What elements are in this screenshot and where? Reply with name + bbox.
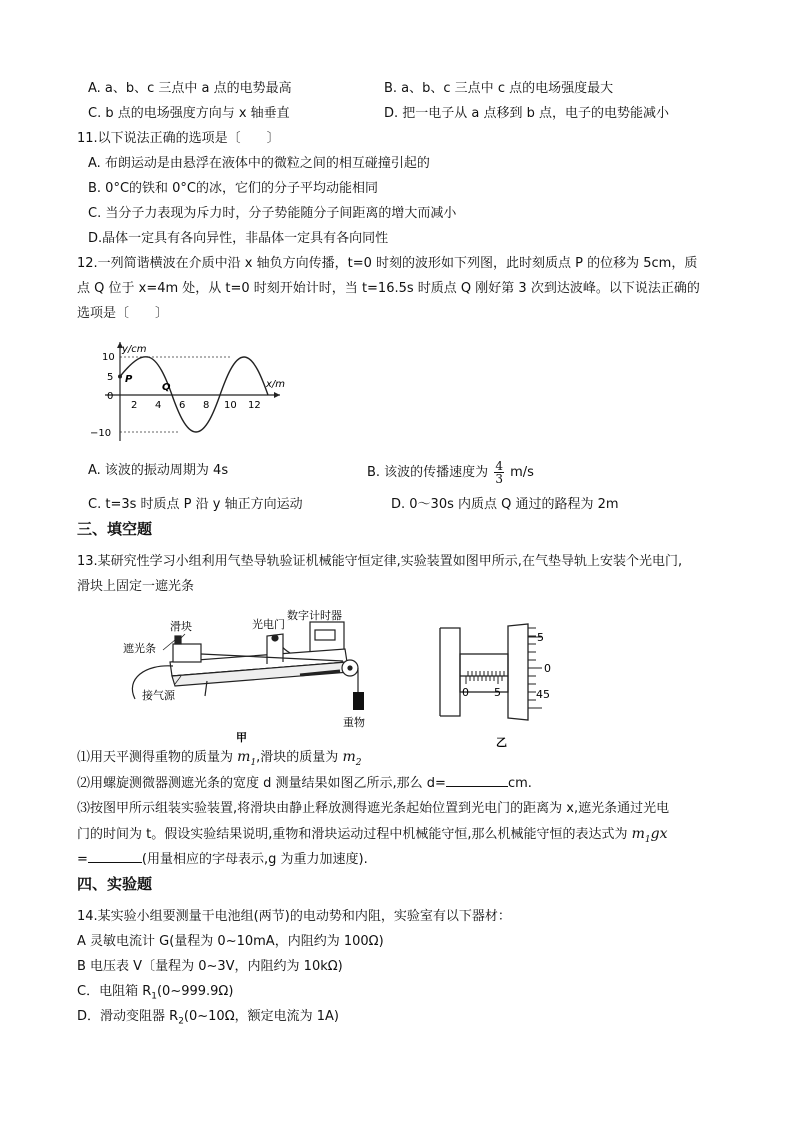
m1-subscript: 1 — [250, 757, 257, 768]
x-tick-2: 2 — [131, 400, 138, 411]
label-weight: 重物 — [343, 716, 365, 729]
q13-part2-unit: cm. — [507, 776, 532, 791]
q13-part3-line1: ⑶按图甲所示组装实验装置,将滑块由静止释放测得遮光条起始位置到光电门的距离为 x,遮光条通过光电 — [77, 801, 670, 816]
q13-part2 — [77, 774, 532, 793]
point-p-label: P — [125, 374, 133, 385]
x-tick-4: 4 — [155, 400, 162, 411]
q13-part2-text: ⑵用螺旋测微器测遮光条的宽度 d 测量结果如图乙所示,那么 d= — [77, 776, 446, 791]
q11-option-c: C. 当分子力表现为斥力时，分子势能随分子间距离的增大而减小 — [88, 206, 457, 221]
q14-item-c-text: C．电阻箱 R — [77, 984, 152, 999]
q13-part3-line2-text: 门的时间为 t。假设实验结果说明,重物和滑块运动过程中机械能守恒,那么机械能守恒的表达式为 — [77, 827, 628, 842]
q11-stem: 11.以下说法正确的选项是〔 〕 — [77, 131, 280, 146]
q13-part1 — [77, 748, 361, 772]
micrometer-figure — [432, 620, 572, 750]
section-heading-experiment: 四、实验题 — [77, 875, 153, 893]
q12-option-b-text: B. 该波的传播速度为 — [367, 465, 489, 480]
expr-subscript: 1 — [644, 834, 651, 845]
fraction-numerator: 4 — [495, 459, 503, 473]
expr-m: m — [631, 826, 645, 842]
label-photogate: 光电门 — [252, 618, 285, 631]
label-air-source: 接气源 — [142, 689, 175, 702]
q12-option-b-unit: m/s — [510, 465, 534, 480]
q12-stem-line1: 12.一列简谐横波在介质中沿 x 轴负方向传播，t=0 时刻的波形如下列图，此时刻质点 P 的位移为 5cm，质 — [77, 256, 698, 271]
main-scale-0: 0 — [462, 686, 469, 699]
y-tick-neg10: −10 — [90, 428, 112, 439]
q12-option-d: D. 0～30s 内质点 Q 通过的路程为 2m — [391, 497, 619, 512]
label-shading-strip: 遮光条 — [123, 642, 156, 655]
thimble-tick-0: 0 — [544, 662, 551, 675]
q14-stem: 14.某实验小组要测量干电池组(两节)的电动势和内阻，实验室有以下器材： — [77, 909, 511, 924]
q10-option-a: A. a、b、c 三点中 a 点的电势最高 — [88, 81, 292, 96]
q14-item-d-sub: 2 — [178, 1016, 184, 1027]
wave-graph — [90, 338, 300, 443]
q12-option-b — [367, 459, 534, 486]
q13-part1-mid: ,滑块的质量为 — [256, 750, 339, 765]
math-m1 — [237, 749, 257, 768]
x-tick-8: 8 — [203, 400, 210, 411]
q12-stem-line3: 选项是〔 〕 — [77, 306, 169, 321]
q14-item-c-sub: 1 — [151, 991, 157, 1002]
m1-symbol: m — [237, 749, 251, 765]
main-scale-5: 5 — [494, 686, 501, 699]
m2-symbol: m — [342, 749, 356, 765]
label-digital-timer: 数字计时器 — [287, 609, 342, 622]
m2-subscript: 2 — [355, 757, 362, 768]
y-tick-0: 0 — [107, 391, 114, 402]
thimble-tick-5: 5 — [537, 631, 544, 644]
q11-option-d: D.晶体一定具有各向异性，非晶体一定具有各向同性 — [88, 231, 389, 246]
hanging-weight — [353, 692, 364, 710]
q13-part3-line3-text: (用量相应的字母表示,g 为重力加速度). — [141, 852, 368, 867]
q12-stem-line2: 点 Q 位于 x=4m 处，从 t=0 时刻开始计时，当 t=16.5s 时质点 Q 刚好第 3 次到达波峰。以下说法正确的 — [77, 281, 700, 296]
figure-caption-yi: 乙 — [496, 736, 507, 749]
q12-option-c: C. t=3s 时质点 P 沿 y 轴正方向运动 — [88, 497, 303, 512]
q10-option-b: B. a、b、c 三点中 c 点的电场强度最大 — [384, 81, 614, 96]
y-tick-5: 5 — [107, 372, 114, 383]
expr-gx: gx — [650, 826, 668, 842]
q10-option-d: D. 把一电子从 a 点移到 b 点，电子的电势能减小 — [384, 106, 670, 121]
air-track-figure — [115, 604, 385, 744]
section-heading-fill-in: 三、填空题 — [77, 520, 153, 538]
q13-part1-text: ⑴用天平测得重物的质量为 — [77, 750, 234, 765]
q14-item-d — [77, 1008, 339, 1031]
q14-item-d-text: D．滑动变阻器 R — [77, 1009, 179, 1024]
q11-option-b: B. 0°C的铁和 0°C的冰，它们的分子平均动能相同 — [88, 181, 379, 196]
q14-item-c-range: (0~999.9Ω) — [156, 984, 234, 999]
q10-option-c: C. b 点的电场强度方向与 x 轴垂直 — [88, 106, 290, 121]
q13-part3-line2 — [77, 825, 668, 849]
thimble-tick-45: 45 — [536, 688, 550, 701]
point-q-label: Q — [162, 382, 171, 393]
x-axis-label: x/m — [266, 379, 286, 390]
x-tick-6: 6 — [179, 400, 186, 411]
wave-curve — [120, 357, 268, 432]
q13-part3-eq: = — [77, 852, 88, 867]
fraction-4-3 — [494, 460, 504, 485]
label-slider: 滑块 — [170, 620, 192, 633]
q14-item-d-range: (0~10Ω，额定电流为 1A) — [183, 1009, 340, 1024]
math-m2 — [342, 749, 362, 768]
q11-option-a: A. 布朗运动是由悬浮在液体中的微粒之间的相互碰撞引起的 — [88, 156, 430, 171]
q12-option-a: A. 该波的振动周期为 4s — [88, 463, 229, 478]
y-tick-10: 10 — [102, 352, 115, 363]
answer-blank-expression[interactable] — [88, 850, 142, 863]
q14-item-c — [77, 983, 233, 1006]
q14-item-a: A 灵敏电流计 G(量程为 0~10mA，内阻约为 100Ω) — [77, 934, 384, 949]
answer-blank-d[interactable] — [446, 774, 508, 787]
q13-part3-line3 — [77, 850, 368, 869]
fraction-denominator: 3 — [495, 472, 503, 486]
x-tick-10: 10 — [224, 400, 237, 411]
q13-stem-line2: 滑块上固定一遮光条 — [77, 579, 195, 594]
point-p-marker — [118, 375, 122, 379]
y-axis-label: y/cm — [122, 344, 147, 355]
x-tick-12: 12 — [248, 400, 261, 411]
q14-item-b: B 电压表 V〔量程为 0~3V，内阻约为 10kΩ) — [77, 959, 343, 974]
math-m1gx — [631, 826, 668, 845]
q13-stem-line1: 13.某研究性学习小组利用气垫导轨验证机械能守恒定律,实验装置如图甲所示,在气垫导轨上安装个光电门, — [77, 554, 683, 569]
figure-caption-jia: 甲 — [236, 731, 247, 744]
